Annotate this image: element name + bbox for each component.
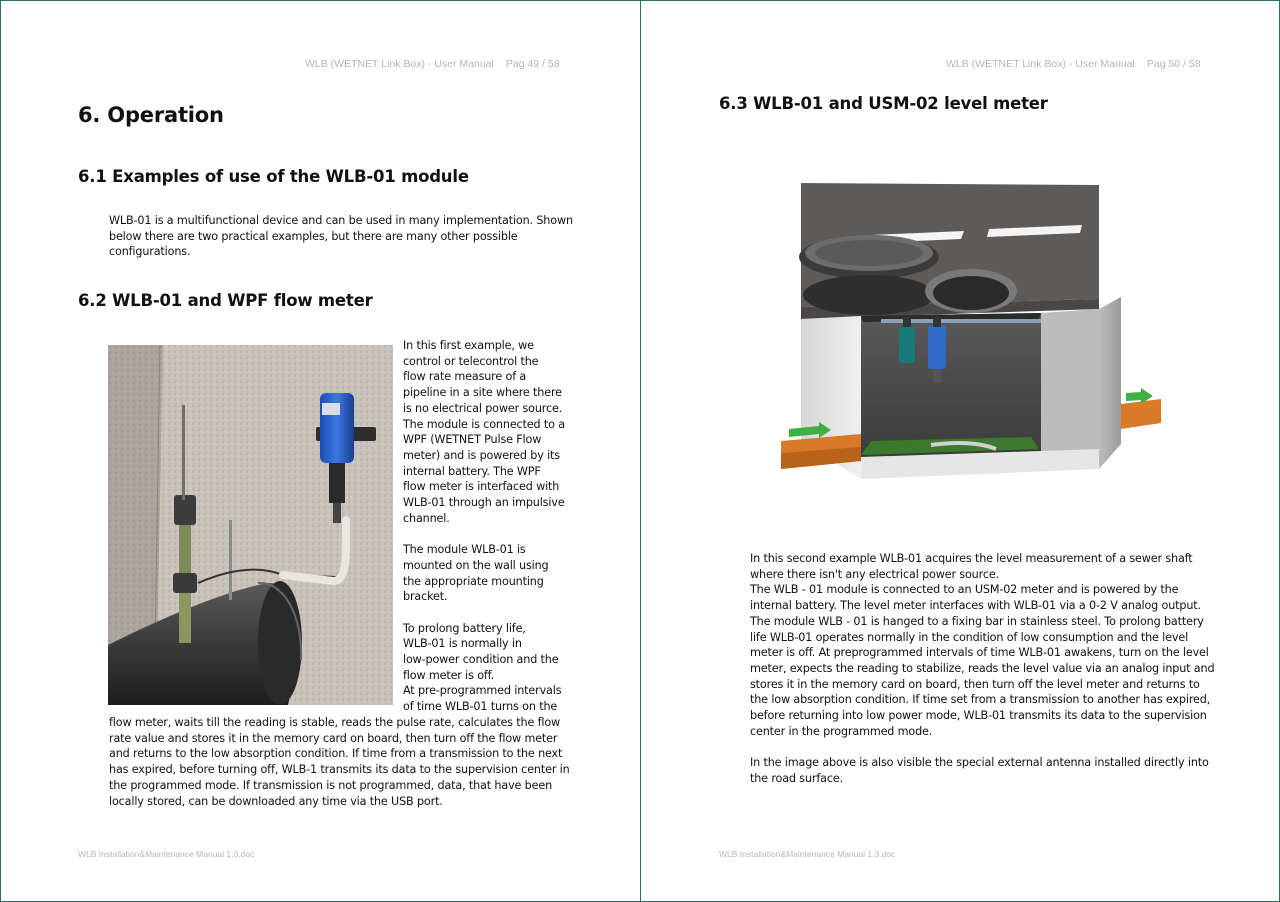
page-header	[946, 58, 1201, 70]
flow-meter-illustration	[108, 345, 393, 705]
chapter-heading: 6. Operation	[78, 103, 224, 127]
section-heading-6-1: 6.1 Examples of use of the WLB-01 module	[78, 167, 469, 186]
section-6-2-full-text: flow meter, waits till the reading is stable, reads the pulse rate, calculates the flow rate value and stores it in the memory card on board, then turn off the flow meter and returns to the low absorption condition. If time from a transmission to the next has expired, before turning off, WLB-1 transmits its data to the supervision center in the programmed mode. If transmission is not programmed, data, that have been locally stored, can be downloaded any time via the USB port.	[109, 716, 570, 808]
section-heading-6-3: 6.3 WLB-01 and USM-02 level meter	[719, 94, 1048, 113]
page-footer: WLB Installation&Maintenance Manual 1.3.doc	[78, 849, 255, 859]
section-6-1-paragraph: WLB-01 is a multifunctional device and can be used in many implementation. Shown below there are two practical examples, but there are many other possible configurations.	[109, 214, 573, 259]
section-6-3-paragraph: In this second example WLB-01 acquires the level measurement of a sewer shaft where there isn't any electrical power source. The WLB - 01 module is connected to an USM-02 meter and is powered by the internal battery. The level meter interfaces with WLB-01 via a 0-2 V analog output. The module WLB - 01 is hanged to a fixing bar in stainless steel. To prolong battery life WLB-01 operates normally in the condition of low consumption and the level meter is off. At preprogrammed intervals of time WLB-01 awakens, turn on the level meter, expects the reading to stabilize, reads the level value via an analog input and stores it in the memory card on board, then turn off the level meter and returns to the low absorption condition. If time set from a transmission to another has expired, before returning into low power mode, WLB-01 transmits its data to the supervision center in the programmed mode. In the image above is also visible the special external antenna installed directly into the road surface.	[750, 552, 1215, 785]
page-49	[1, 1, 640, 901]
page-footer: WLB Installation&Maintenance Manual 1.3.doc	[719, 849, 896, 859]
sewer-shaft-illustration	[781, 179, 1161, 485]
section-6-2-side-text: In this first example, we control or telecontrol the flow rate measure of a pipeline in a site where there is no electrical power source. The module is connected to a WPF (WETNET Pulse Flow meter) and is powered by its internal battery. The WPF flow meter is interfaced with WLB-01 through an impulsive channel. The module WLB-01 is mounted on the wall using the appropriate mounting bracket. To prolong battery life, WLB-01 is normally in low-power condition and the flow meter is off. At pre-programmed intervals of time WLB-01 turns on the	[403, 339, 565, 714]
header-title: WLB (WETNET Link Box) - User Manual	[305, 58, 494, 70]
page-50	[641, 1, 1279, 901]
header-page-number: Pag 49 / 58	[505, 58, 560, 70]
header-title: WLB (WETNET Link Box) - User Manual	[946, 58, 1135, 70]
section-heading-6-2: 6.2 WLB-01 and WPF flow meter	[78, 291, 373, 310]
header-page-number: Pag 50 / 58	[1146, 58, 1201, 70]
page-header	[305, 58, 560, 70]
